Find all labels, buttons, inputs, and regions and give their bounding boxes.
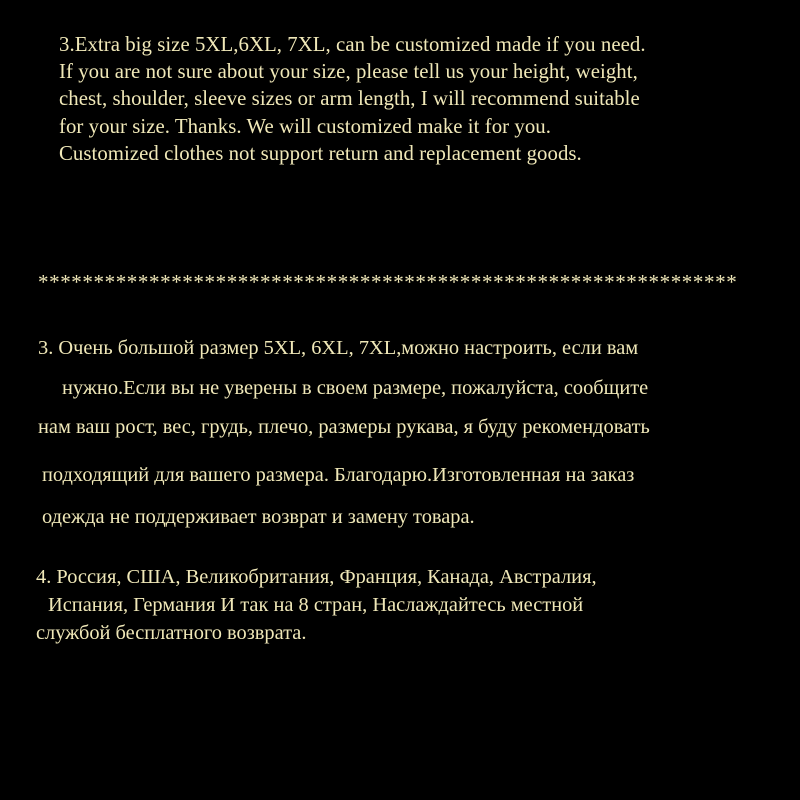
russian-line-1: 3. Очень большой размер 5XL, 6XL, 7XL,можно настроить, если вам bbox=[38, 337, 639, 359]
english-line-3: chest, shoulder, sleeve sizes or arm length, I will recommend suitable bbox=[59, 87, 640, 110]
russian-return-line-1: 4. Россия, США, Великобритания, Франция, Канада, Австралия, bbox=[36, 566, 597, 588]
russian-return-line-2: Испания, Германия И так на 8 стран, Наслаждайтесь местной bbox=[48, 594, 584, 616]
english-line-4: for your size. Thanks. We will customized make it for you. bbox=[59, 115, 551, 138]
russian-return-line-3: службой бесплатного возврата. bbox=[36, 622, 307, 644]
english-line-2: If you are not sure about your size, please tell us your height, weight, bbox=[59, 60, 638, 83]
russian-line-3: нам ваш рост, вес, грудь, плечо, размеры рукава, я буду рекомендовать bbox=[38, 416, 650, 438]
russian-line-5: одежда не поддерживает возврат и замену товара. bbox=[42, 506, 475, 528]
english-line-5: Customized clothes not support return and replacement goods. bbox=[59, 142, 582, 165]
english-line-1: 3.Extra big size 5XL,6XL, 7XL, can be customized made if you need. bbox=[59, 33, 646, 56]
russian-line-2: нужно.Если вы не уверены в своем размере, пожалуйста, сообщите bbox=[62, 377, 649, 399]
asterisk-separator: *************************************************************** bbox=[38, 270, 738, 294]
russian-line-4: подходящий для вашего размера. Благодарю.Изготовленная на заказ bbox=[42, 464, 635, 486]
